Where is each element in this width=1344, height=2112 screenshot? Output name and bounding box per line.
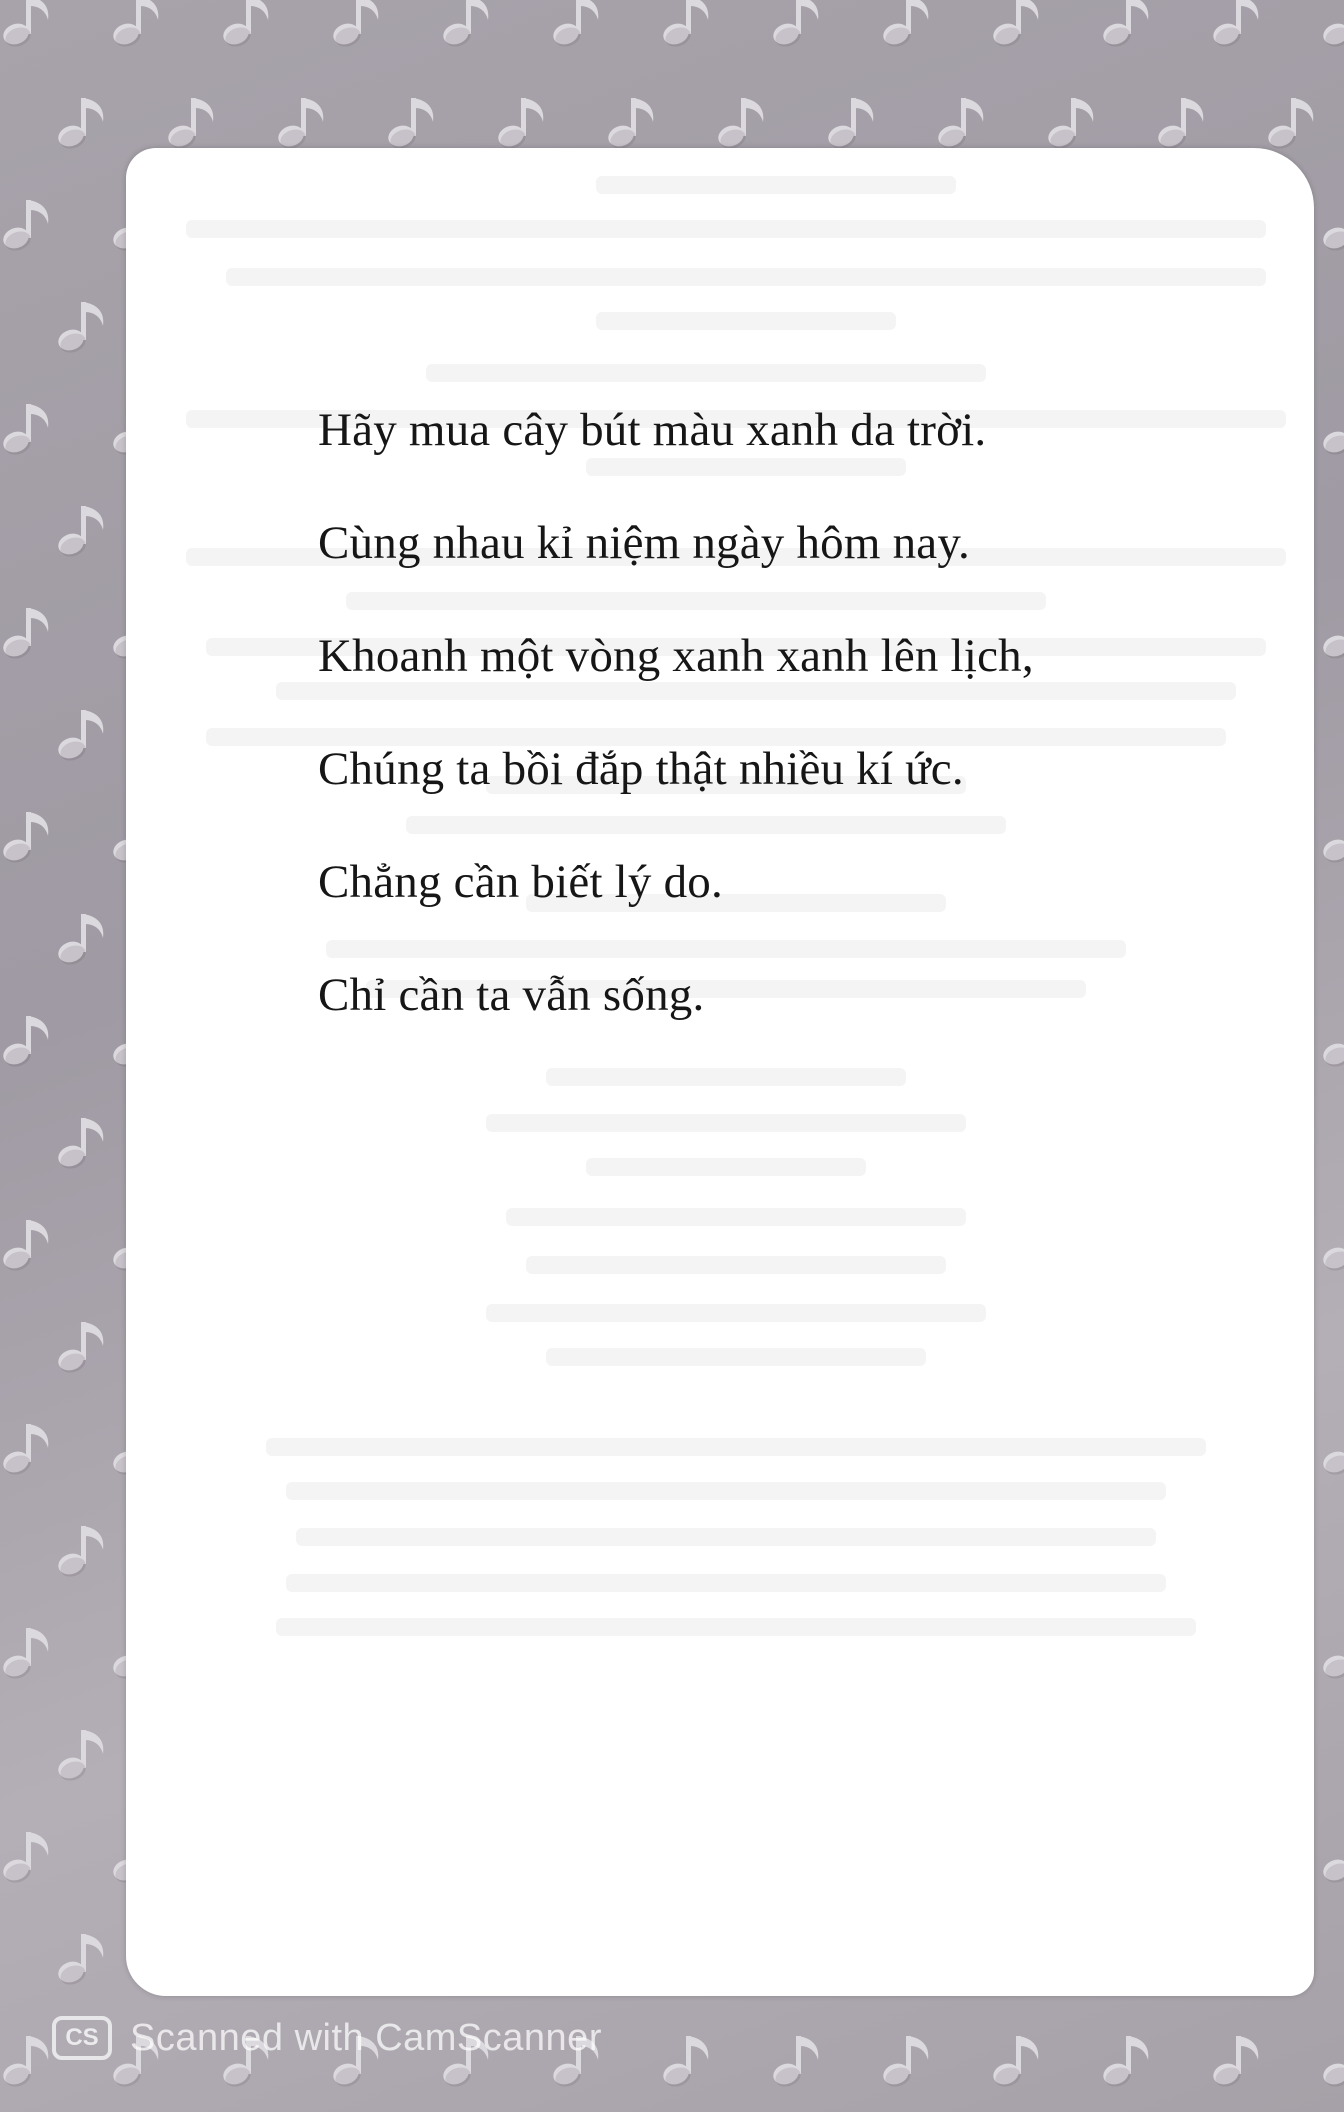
music-note-icon (0, 200, 48, 254)
poem-line-6: Chỉ cần ta vẫn sống. (318, 969, 705, 1021)
music-note-icon (1320, 0, 1344, 50)
music-note-icon (55, 98, 103, 152)
music-note-icon (165, 98, 213, 152)
music-note-icon (0, 0, 48, 50)
music-note-icon (1320, 812, 1344, 866)
music-note-icon (220, 0, 268, 50)
music-note-icon (0, 1016, 48, 1070)
music-note-icon (880, 2036, 928, 2090)
music-note-icon (0, 1424, 48, 1478)
poem-line-5: Chẳng cần biết lý do. (318, 856, 723, 908)
music-note-icon (1320, 1016, 1344, 1070)
music-note-icon (0, 2036, 48, 2090)
music-note-icon (1320, 1832, 1344, 1886)
music-note-icon (1320, 1220, 1344, 1274)
music-note-icon (55, 1118, 103, 1172)
camscanner-logo-icon: CS (52, 2016, 112, 2060)
music-note-icon (440, 0, 488, 50)
music-note-icon (0, 608, 48, 662)
music-note-icon (0, 1832, 48, 1886)
music-note-icon (495, 98, 543, 152)
music-note-icon (770, 2036, 818, 2090)
watermark-text: Scanned with CamScanner (130, 2016, 602, 2059)
music-note-icon (1265, 98, 1313, 152)
poem-line-2: Cùng nhau kỉ niệm ngày hôm nay. (318, 517, 970, 569)
music-note-icon (1320, 1628, 1344, 1682)
music-note-icon (55, 1730, 103, 1784)
music-note-icon (55, 1322, 103, 1376)
music-note-icon (55, 1934, 103, 1988)
music-note-icon (1045, 98, 1093, 152)
music-note-icon (55, 710, 103, 764)
music-note-icon (0, 1220, 48, 1274)
music-note-icon (55, 914, 103, 968)
music-note-icon (660, 2036, 708, 2090)
music-note-icon (1320, 1424, 1344, 1478)
music-note-icon (1320, 200, 1344, 254)
poem-line-4: Chúng ta bồi đắp thật nhiều kí ức. (318, 743, 964, 795)
poem-line-3: Khoanh một vòng xanh xanh lên lịch, (318, 630, 1034, 682)
music-note-icon (1320, 2036, 1344, 2090)
music-note-icon (550, 0, 598, 50)
music-note-icon (0, 1628, 48, 1682)
music-note-icon (605, 98, 653, 152)
music-note-icon (1210, 0, 1258, 50)
music-note-icon (330, 0, 378, 50)
music-note-icon (0, 812, 48, 866)
music-note-icon (1320, 608, 1344, 662)
music-note-icon (1155, 98, 1203, 152)
music-note-icon (0, 404, 48, 458)
camscanner-watermark (52, 2016, 602, 2060)
music-note-icon (110, 0, 158, 50)
music-note-icon (825, 98, 873, 152)
music-note-icon (715, 98, 763, 152)
music-note-icon (55, 1526, 103, 1580)
music-note-icon (880, 0, 928, 50)
music-note-icon (55, 506, 103, 560)
music-note-icon (385, 98, 433, 152)
poem-line-1: Hãy mua cây bút màu xanh da trời. (318, 404, 987, 456)
music-note-icon (1210, 2036, 1258, 2090)
music-note-icon (935, 98, 983, 152)
poem (318, 374, 1034, 1052)
music-note-icon (990, 0, 1038, 50)
music-note-icon (55, 302, 103, 356)
music-note-icon (660, 0, 708, 50)
music-note-icon (990, 2036, 1038, 2090)
music-note-icon (1100, 0, 1148, 50)
music-note-icon (1100, 2036, 1148, 2090)
music-note-icon (770, 0, 818, 50)
music-note-icon (275, 98, 323, 152)
music-note-icon (1320, 404, 1344, 458)
